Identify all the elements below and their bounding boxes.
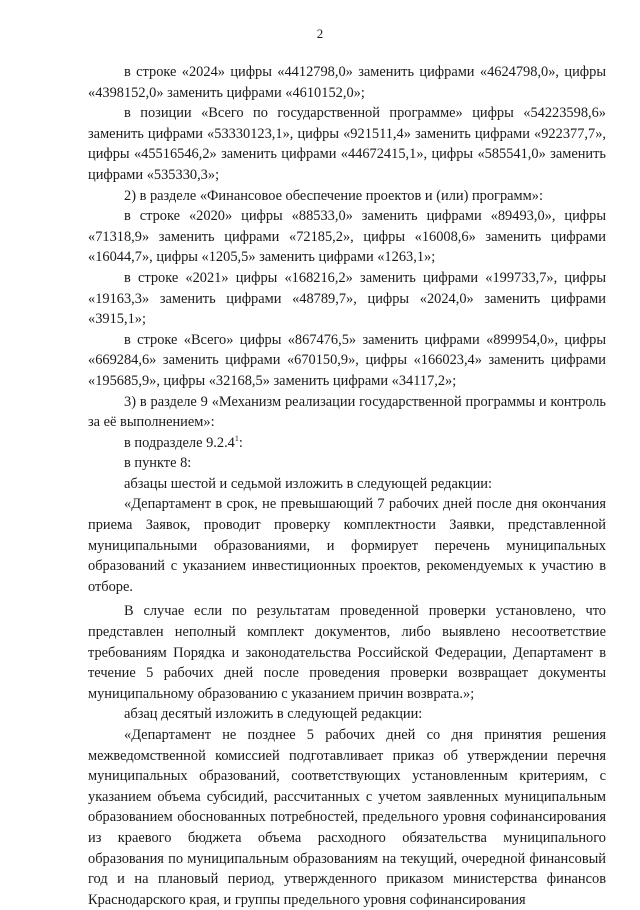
paragraph-5: в строке «2021» цифры «168216,2» заменить цифрами «199733,7», цифры «19163,3» заменить цифрами «48789,7», цифры «2024,0» заменить цифрами «3915,1»; — [88, 269, 606, 328]
paragraph-2: в позиции «Всего по государственной программе» цифры «54223598,6» заменить цифрами «53330123,1», цифры «921511,4» заменить цифрами «922377,7», цифры «45516546,2» заменить цифрами «44672415,1», цифры «585541,0» заменить цифрами «535330,3»; — [88, 105, 606, 183]
paragraph-10: абзацы шестой и седьмой изложить в следующей редакции: — [124, 475, 492, 492]
paragraph-4: в строке «2020» цифры «88533,0» заменить цифрами «89493,0», цифры «71318,9» заменить цифрами «72185,2», цифры «16008,6» заменить цифрами «16044,7», цифры «1205,5» заменить цифрами «1263,1»; — [88, 208, 606, 266]
subsection-suffix: : — [238, 434, 243, 451]
paragraph-11: «Департамент в срок, не превышающий 7 рабочих дней после дня окончания приема Заявок, проводит проверку комплектности Заявки, представленной муниципальными образованиями, и формирует перечень муниципальных образований с указанием инвестиционных проектов, рекомендуемых к участию в отборе. — [88, 496, 606, 595]
paragraph-14: «Департамент не позднее 5 рабочих дней со дня принятия решения межведомственной комиссией подготавливает приказ об утверждении перечня муниципальных образований, соответствующих установленным критериям, с указанием объема субсидий, рассчитанных с учетом заявленных муниципальным образованием обоснованных потребностей, предельного уровня софинансирования из краевого бюджета объема расходного обязательства муниципального образования по муниципальным образованиям на текущий, очередной финансовый год и на плановый период, утвержденного приказом министерства финансов Краснодарского края, и группы предельного уровня софинансирования — [88, 727, 606, 908]
paragraph-6: в строке «Всего» цифры «867476,5» заменить цифрами «899954,0», цифры «669284,6» заменить цифрами «670150,9», цифры «166023,4» заменить цифрами «195685,9», цифры «32168,5» заменить цифрами «34117,2»; — [88, 331, 606, 389]
paragraph-13: абзац десятый изложить в следующей редакции: — [124, 706, 423, 723]
paragraph-1: в строке «2024» цифры «4412798,0» заменить цифрами «4624798,0», цифры «4398152,0» заменить цифрами «4610152,0»; — [88, 64, 606, 101]
document-body — [88, 62, 606, 910]
subsection-superscript: 1 — [234, 433, 239, 443]
subsection-ref: в подразделе 9.2.4 — [124, 434, 235, 451]
paragraph-7: 3) в разделе 9 «Механизм реализации государственной программы и контроль за её выполнением»: — [88, 393, 606, 431]
page-number: 2 — [316, 26, 324, 41]
paragraph-9: в пункте 8: — [124, 455, 192, 472]
paragraph-3: 2) в разделе «Финансовое обеспечение проектов и (или) программ»: — [124, 187, 543, 204]
paragraph-8 — [88, 433, 606, 454]
paragraph-12: В случае если по результатам проведенной проверки установлено, что представлен неполный комплект документов, либо выявлено несоответствие требованиям Порядка и законодательства Российской Федерации, Департамент в течение 5 рабочих дней после проведения проверки возвращает документы муниципальному образованию с указанием причин возврата.»; — [88, 603, 606, 702]
